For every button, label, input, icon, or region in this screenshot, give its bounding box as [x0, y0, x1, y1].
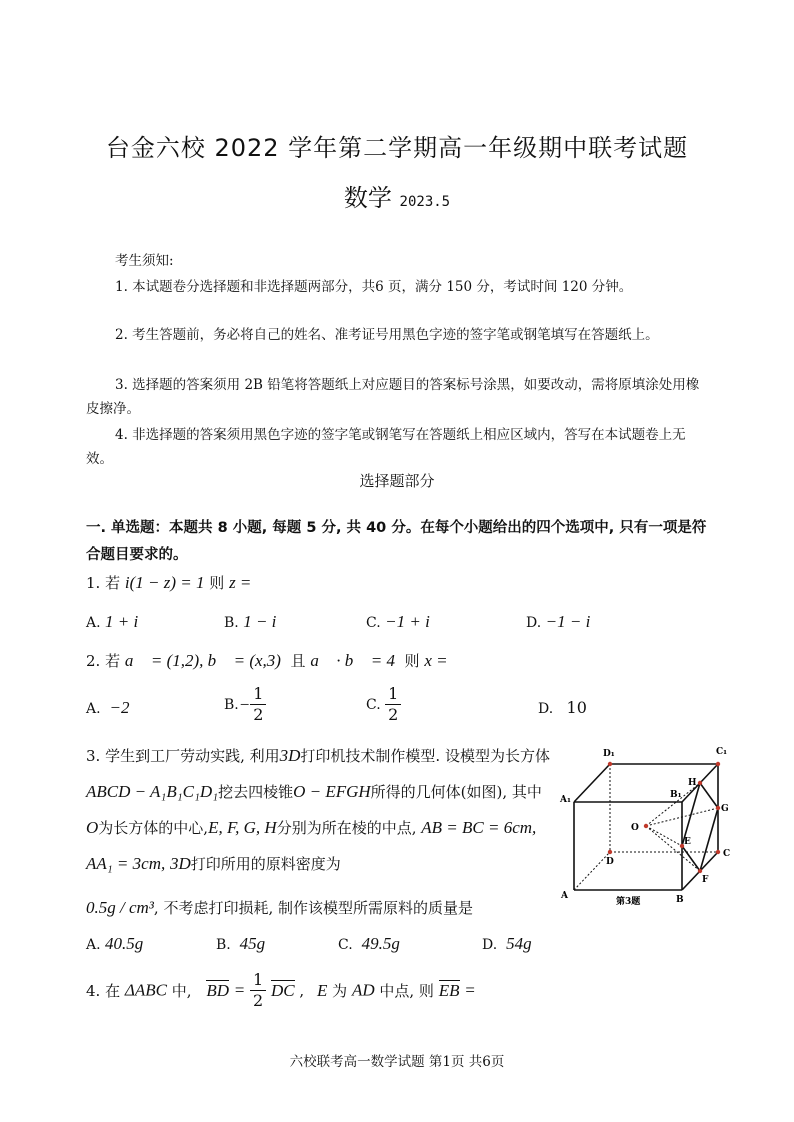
notice-item-1: 1. 本试题卷分选择题和非选择题两部分，共6 页，满分 150 分，考试时间 120 分钟。 [115, 279, 633, 295]
q3-option-a: A. 40.5g [86, 934, 144, 953]
subject-name: 数学 [343, 184, 392, 212]
label-a: A [561, 891, 568, 901]
q2-option-a: A. −2 [86, 698, 130, 717]
q3-option-c: C. 49.5g [338, 934, 400, 953]
q2-dot: a⃗ · b⃗ = 4 [310, 651, 395, 670]
q1-option-b: B. 1 − i [224, 612, 277, 631]
label-d1: D₁ [603, 749, 615, 759]
edge-ef [682, 846, 700, 871]
q3-option-d: D. 54g [482, 934, 532, 953]
question-4-stem: 4. 在 ΔABC 中, BD = $\frac{1}{2}$ DC , E 为 AD 中点, 则 EB = [86, 970, 476, 1010]
q1-option-d: D. −1 − i [526, 612, 591, 631]
page-footer: 六校联考高一数学试题 第1页 共6页 [289, 1054, 505, 1070]
q2-option-d: D. 10 [538, 698, 587, 717]
label-d: D [606, 857, 614, 867]
question-2-stem [86, 650, 448, 671]
edge-a1d1 [574, 764, 610, 802]
question-1-stem [86, 572, 251, 593]
q1-prefix: 1. 若 [86, 574, 121, 592]
q2-option-b: B.− $\frac{1}{2}$ [224, 684, 266, 725]
q1-option-a: A. 1 + i [86, 612, 139, 631]
label-f: F [702, 875, 709, 885]
figure-caption: 第3题 [616, 897, 641, 907]
label-o: O [631, 823, 639, 833]
label-c1: C₁ [716, 747, 728, 757]
q2-option-c: C. $\frac{1}{2}$ [366, 684, 401, 725]
q2-prefix: 2. 若 [86, 652, 121, 670]
q1-then: 则 [209, 574, 225, 592]
label-g: G [721, 804, 729, 814]
edge-oe [646, 826, 682, 846]
label-b1: B₁ [670, 790, 682, 800]
notice-heading: 考生须知: [115, 253, 174, 269]
edge-ad [574, 852, 610, 890]
edge-hg [700, 783, 718, 808]
q2-and: 且 [290, 652, 306, 670]
exam-subject [0, 178, 794, 213]
label-e: E [684, 837, 691, 847]
section-title: 选择题部分 [359, 472, 435, 490]
label-c: C [723, 849, 731, 859]
q1-option-c: C. −1 + i [366, 612, 430, 631]
notice-item-4: 4. 非选择题的答案须用黑色字迹的签字笔或钢笔写在答题纸上相应区域内，答写在本试题卷上无效。 [86, 427, 686, 467]
q3-cuboid-figure [558, 740, 740, 910]
label-b: B [676, 895, 684, 905]
question-3-stem: 3. 学生到工厂劳动实践, 利用3D打印机技术制作模型. 设模型为长方体 ABCD − A₁B₁C₁D₁挖去四棱锥O − EFGH所得的几何体(如图), 其中 O为长方体的中心,E, F, G, H分别为所在棱的中点, AB = BC = 6cm, AA₁ = 3cm, 3D打印所用的原料密度为 0.5g / cm³, 不考虑打印损耗, 制作该模型所需原料的质量是 [86, 746, 550, 917]
label-h: H [688, 778, 697, 788]
label-a1: A₁ [560, 795, 571, 805]
q3-option-b: B. 45g [216, 934, 266, 953]
exam-title: 台金六校 2022 学年第二学期高一年级期中联考试题 [105, 134, 689, 162]
q2-then: 则 [404, 652, 420, 670]
part-one-instructions: 一. 单选题：本题共 8 小题, 每题 5 分, 共 40 分。在每个小题给出的四个选项中, 只有一项是符合题目要求的。 [86, 520, 707, 563]
q2-vectors: a⃗ = (1,2), b⃗ = (x,3) [124, 651, 281, 670]
exam-date: 2023.5 [399, 194, 451, 210]
edge-of [646, 826, 700, 871]
q1-ask: z = [229, 573, 252, 592]
notice-item-2: 2. 考生答题前，务必将自己的姓名、准考证号用黑色字迹的签字笔或钢笔填写在答题纸上。 [115, 327, 659, 343]
notice-item-3: 3. 选择题的答案须用 2B 铅笔将答题纸上对应题目的答案标号涂黑，如要改动，需将原填涂处用橡皮擦净。 [86, 377, 700, 417]
q2-ask: x = [424, 651, 448, 670]
q1-equation: i(1 − z) = 1 [124, 573, 205, 592]
